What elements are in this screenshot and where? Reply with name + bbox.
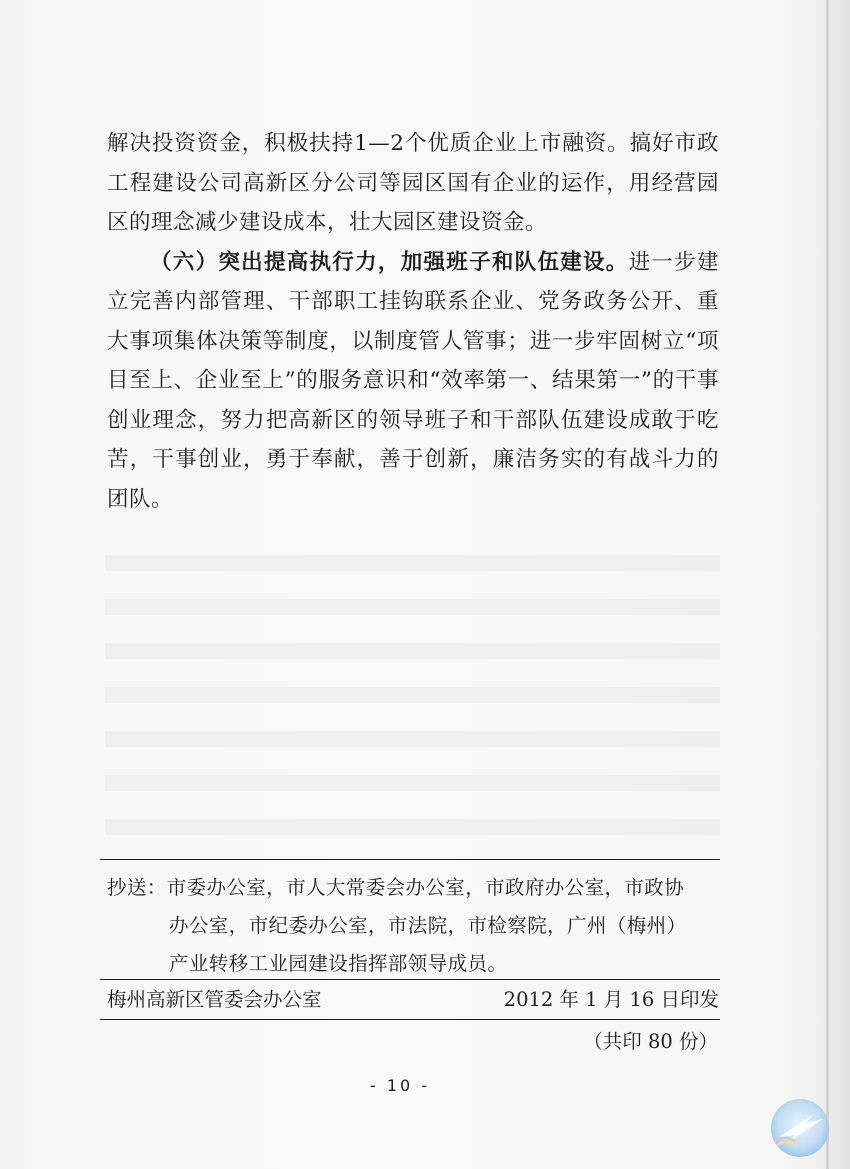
body-text: [107, 124, 719, 519]
scanner-watermark-logo-icon: [765, 1097, 835, 1159]
paragraph-funding: 解决投资资金，积极扶持1—2个优质企业上市融资。搞好市政工程建设公司高新区分公司等园区国有企业的运作，用经营园区的理念减少建设成本，壮大园区建设资金。: [107, 131, 719, 235]
page-number: - 10 -: [369, 1076, 431, 1095]
print-date: 2012 年 1 月 16 日印发: [503, 988, 719, 1011]
cc-line-1: 抄送：市委办公室，市人大常委会办公室，市政府办公室，市政协: [107, 876, 685, 899]
paragraph-execution-text: 进一步建立完善内部管理、干部职工挂钩联系企业、党务政务公开、重大事项集体决策等制度，以制度管人管事；进一步牢固树立“项目至上、企业至上”的服务意识和“效率第一、结果第一”的干事创业理念，努力把高新区的领导班子和干部队伍建设成敢于吃苦，干事创业，勇于奉献，善于创新，廉洁务实的有战斗力的团队。: [107, 249, 719, 512]
cc-block: [107, 869, 719, 983]
page-edge-shadow: [818, 0, 850, 1169]
copies-count: （共印 80 份）: [583, 1030, 718, 1053]
divider-middle: [100, 979, 720, 980]
section-heading-six: （六）突出提高执行力，加强班子和队伍建设。: [150, 249, 629, 275]
issuer-row: [107, 985, 719, 1015]
cc-line-3: 产业转移工业园建设指挥部领导成员。: [169, 952, 508, 975]
divider-bottom: [100, 1019, 720, 1020]
cc-line-2: 办公室，市纪委办公室，市法院，市检察院，广州（梅州）: [169, 914, 687, 937]
bleed-through-shadow: [105, 545, 720, 845]
page-edge-line: [826, 0, 829, 1169]
issuer-name: 梅州高新区管委会办公室: [107, 988, 322, 1011]
paragraph-execution: [107, 243, 719, 520]
divider-top: [100, 859, 720, 860]
